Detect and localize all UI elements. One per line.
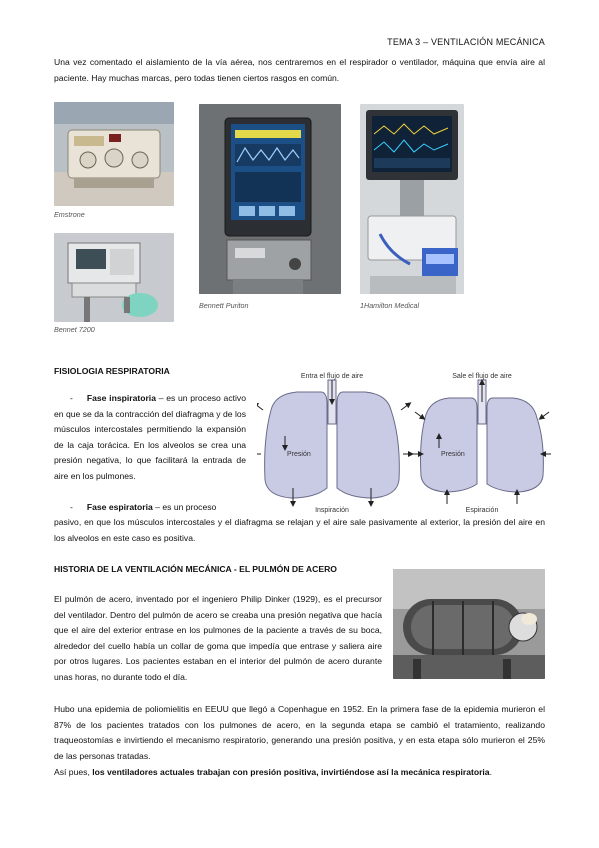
insp-dash: - <box>70 393 73 403</box>
esp-dash: - <box>70 502 73 512</box>
p3-post: . <box>489 767 492 777</box>
insp-term: Fase inspiratoria <box>86 393 156 403</box>
expiratory-line-1 <box>54 500 246 516</box>
diagram-left-pressure: Presión <box>287 451 311 458</box>
iron-lung-photo <box>393 569 545 679</box>
diagram-right-bottom: Espiración <box>465 507 499 514</box>
intro-paragraph: Una vez comentado el aislamiento de la vía aérea, nos centraremos en el respirador o ventilador, máquina que envía aire al paciente. Hay muchas marcas, pero todas tienen ciertos rasgos en común. <box>54 57 545 83</box>
esp-text-1: – es un proceso <box>152 502 217 512</box>
fisiologia-heading: FISIOLOGIA RESPIRATORIA <box>54 366 170 376</box>
historia-paragraph-3 <box>54 765 545 781</box>
emstrone-photo <box>54 102 174 206</box>
inspiratory-paragraph <box>54 391 246 484</box>
historia-heading: HISTORIA DE LA VENTILACIÓN MECÁNICA - EL PULMÓN DE ACERO <box>54 564 337 574</box>
caption-bennett-puriton: Bennett Puriton <box>199 301 249 310</box>
hamilton-medical-photo <box>360 104 464 294</box>
historia-paragraph-1: El pulmón de acero, inventado por el ingeniero Philip Dinker (1929), es el precursor del ventilador. Dentro del pulmón de acero se creaba una presión negativa que hacía que el aire del exterior entrase en los pulmones de la paciente a través de su boca, alrededor del cuello había un collar de goma que impedía que entrase y saliera aire por otros lugares. Los pacientes estaban en el interior del pulmón de acero durante unas horas, no durante todo el día. <box>54 594 382 682</box>
caption-emstrone: Emstrone <box>54 210 85 219</box>
historia-paragraph-2: Hubo una epidemia de poliomielitis en EEUU que llegó a Copenhague en 1952. En la primera fase de la epidemia murieron el 87% de los pacientes tratados con los pulmones de acero, en la segunda etapa se cambió el tratamiento, realizando traqueostomías e invirtiendo el mecanismo respiratorio, generando una presión positiva, y en esta etapa sólo murieron el 25% de las personas tratadas. <box>54 704 545 761</box>
caption-hamilton-medical: 1Hamilton Medical <box>360 301 420 310</box>
inspiration-lungs <box>257 380 411 504</box>
p3-pre: Así pues, <box>54 767 93 777</box>
p3-bold: los ventiladores actuales trabajan con presión positiva, invirtiéndose así la mecánica respiratoria <box>92 767 490 777</box>
bennet-7200-photo <box>54 233 174 322</box>
bennett-puriton-photo <box>199 104 341 294</box>
esp-term: Fase espiratoria <box>86 502 153 512</box>
diagram-right-top: Sale el flujo de aire <box>452 373 512 380</box>
diagram-left-bottom: Inspiración <box>315 507 349 514</box>
insp-text: – es un proceso activo en que se da la contracción del diafragma y de los músculos intercostales permitiendo la expansión de la caja torácica. En los alveolos se crea una presión negativa, lo que facilitará la entrada de aire en los pulmones. <box>54 393 246 481</box>
expiratory-paragraph: pasivo, en que los músculos intercostales y el diafragma se relajan y el aire sale pasivamente al exterior, la presión del aire en los alveolos en este caso es positiva. <box>54 517 545 543</box>
expiration-lungs <box>413 380 551 504</box>
lung-diagram <box>257 370 551 514</box>
caption-bennet-7200: Bennet 7200 <box>54 325 95 334</box>
page-header: TEMA 3 – VENTILACIÓN MECÁNICA <box>387 37 545 47</box>
diagram-left-top: Entra el flujo de aire <box>300 373 364 380</box>
diagram-right-pressure: Presión <box>441 451 465 458</box>
